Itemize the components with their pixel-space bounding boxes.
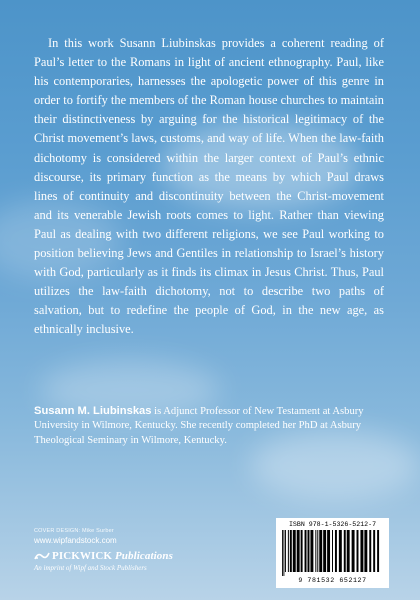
- cover-design-credit: COVER DESIGN: Mike Surber: [34, 528, 114, 534]
- publisher-credits: [34, 527, 224, 573]
- publisher-name-prefix: PICKWICK: [52, 550, 113, 562]
- book-description: In this work Susann Liubinskas provides a coherent reading of Paul’s letter to the Romans in light of ancient ethnography. Paul, like his contemporaries, harnesses the apologetic power of this genre in order to fortify the members of the Roman house churches to maintain their distinctiveness by arguing for the historical legitimacy of the Christ movement’s laws, customs, and way of life. When the law-faith dichotomy is considered within the larger context of Paul’s ethnic discourse, its primary function as the means by which Paul draws lines of continuity and discontinuity between the Christ-movement and its venerable Jewish roots comes to light. Rather than viewing Paul as dealing with two different religions, we see Paul working to position believing Jews and Gentiles in relationship to Israel’s history with God, particularly as it finds its climax in Jesus Christ. Thus, Paul utilizes the law-faith dichotomy, not to describe two paths of salvation, but to redefine the people of God, in the new age, as ethnically inclusive.: [34, 36, 384, 337]
- barcode-digits: 9 781532 652127: [298, 577, 367, 584]
- author-name: Susann M. Liubinskas: [34, 405, 152, 417]
- imprint-line: An imprint of Wipf and Stock Publishers: [34, 564, 147, 572]
- author-bio: [34, 404, 389, 448]
- publisher-logo-row: [34, 550, 224, 562]
- publisher-name-suffix: Publications: [114, 550, 173, 562]
- pickwick-logo-icon: [34, 551, 50, 561]
- author-bio-text: is Adjunct Professor of New Testament at Asbury University in Wilmore, Kentucky. She recently completed her PhD at Asbury Theological Seminary in Wilmore, Kentucky.: [34, 406, 364, 446]
- barcode-bars: [282, 530, 383, 576]
- publisher-name: [52, 550, 173, 562]
- isbn-barcode: [276, 518, 389, 588]
- isbn-number: ISBN 978-1-5326-5212-7: [288, 521, 377, 528]
- publisher-website: www.wipfandstock.com: [34, 536, 117, 545]
